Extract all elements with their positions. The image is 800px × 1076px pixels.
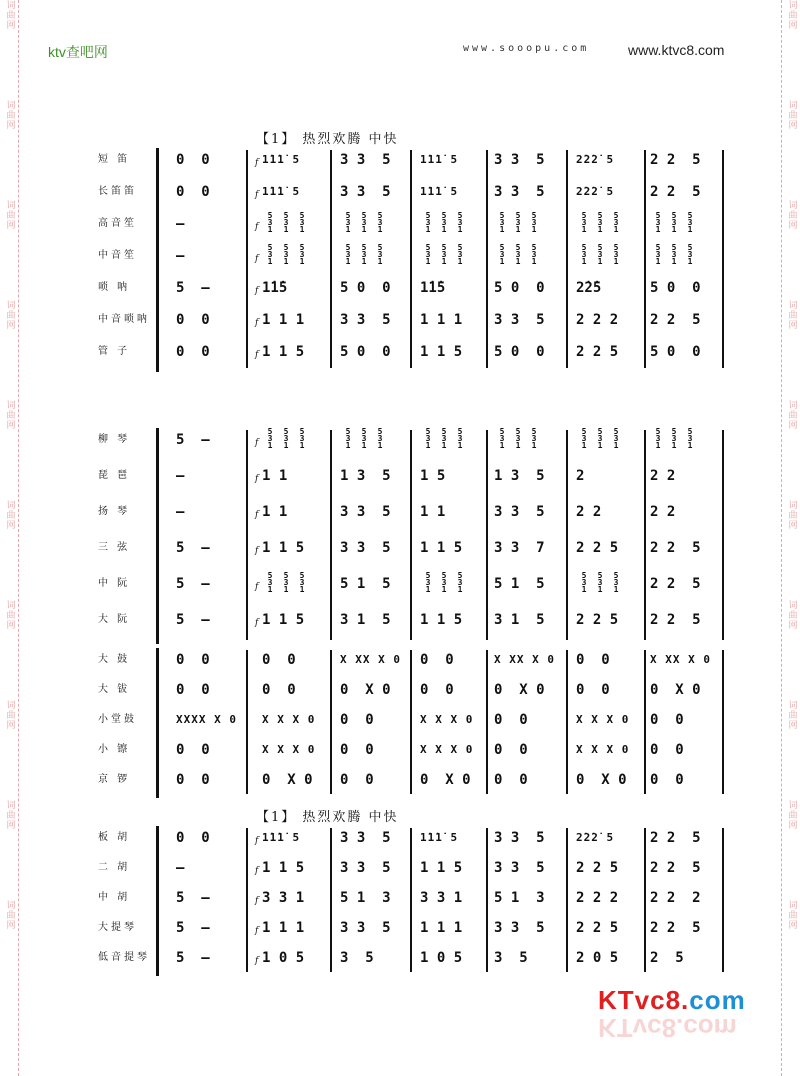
chord-stack: 5 3 1	[655, 243, 661, 266]
instrument-label: 琵 琶	[98, 470, 131, 481]
dynamic-marking: f	[255, 254, 259, 264]
chord-stack: 5 3 1	[283, 427, 289, 450]
measure: 1 1 1	[420, 920, 463, 936]
chord-stack: 5 3 1	[377, 243, 383, 266]
staff-row	[0, 308, 800, 332]
measure: —	[176, 860, 185, 876]
staff-row	[0, 180, 800, 204]
staff-row	[0, 244, 800, 268]
measure: 2 2 2	[576, 312, 619, 328]
chord-stack: 5 3 1	[613, 243, 619, 266]
chord-stack: 5 3 1	[345, 427, 351, 450]
chord-stack: 5 3 1	[283, 571, 289, 594]
measure: 3 3 5	[340, 312, 391, 328]
measure: 3 1 5	[340, 612, 391, 628]
instrument-label: 长笛笛	[98, 186, 137, 197]
measure: 1 3 5	[494, 468, 545, 484]
staff-row	[0, 648, 800, 672]
measure: 3 3 5	[340, 830, 391, 846]
measure	[576, 212, 636, 236]
chord-stack: 5 3 1	[377, 211, 383, 234]
dynamic-marking: f	[255, 926, 259, 936]
measure: 3 3 5	[340, 152, 391, 168]
staff-row	[0, 536, 800, 560]
dynamic-marking: f	[255, 474, 259, 484]
instrument-label: 二 胡	[98, 862, 131, 873]
measure: 3 3 5	[494, 312, 545, 328]
measure: 0 0	[340, 712, 374, 728]
measure: 2 2 5	[650, 860, 701, 876]
chord-stack: 5 3 1	[515, 243, 521, 266]
measure: 3 3 1	[420, 890, 463, 906]
chord-stack: 5 3 1	[581, 571, 587, 594]
instrument-label: 中 胡	[98, 892, 131, 903]
measure: 0 0	[262, 682, 296, 698]
chord-stack: 5 3 1	[267, 243, 273, 266]
measure: 0 0	[340, 772, 374, 788]
chord-stack: 5 3 1	[687, 243, 693, 266]
instrument-label: 管 子	[98, 346, 131, 357]
measure: 5 —	[176, 890, 210, 906]
chord-stack: 5 3 1	[671, 211, 677, 234]
measure: 2	[576, 468, 593, 484]
staff-row	[0, 500, 800, 524]
measure: 5 —	[176, 950, 210, 966]
dynamic-marking: f	[255, 350, 259, 360]
chord-stack: 5 3 1	[267, 571, 273, 594]
staff-row	[0, 464, 800, 488]
instrument-label: 柳 琴	[98, 434, 131, 445]
measure: 0 X 0	[650, 682, 701, 698]
measure	[576, 244, 636, 268]
measure: 0 0	[176, 652, 210, 668]
chord-stack: 5 3 1	[515, 427, 521, 450]
measure: 5 0 0	[340, 344, 391, 360]
measure: 1̇1̇1̇ 5	[420, 153, 459, 166]
measure: 5 0 0	[340, 280, 391, 296]
measure: 0 X 0	[262, 772, 313, 788]
dynamic-marking: f	[255, 318, 259, 328]
chord-stack: 5 3 1	[299, 243, 305, 266]
instrument-label: 板 胡	[98, 832, 131, 843]
measure: 5 1 3	[340, 890, 391, 906]
measure: 1̇1̇5	[262, 280, 288, 296]
measure: 1 1 1	[262, 920, 305, 936]
site-url-right[interactable]: www.ktvc8.com	[628, 42, 725, 58]
instrument-label: 扬 琴	[98, 506, 131, 517]
chord-stack: 5 3 1	[581, 211, 587, 234]
chord-stack: 5 3 1	[267, 211, 273, 234]
staff-row	[0, 276, 800, 300]
measure: 1 1 5	[262, 540, 305, 556]
measure: 0 0	[176, 742, 210, 758]
measure: 3 3 5	[340, 504, 391, 520]
chord-stack: 5 3 1	[687, 211, 693, 234]
measure	[420, 244, 480, 268]
measure: 1 1 1	[262, 312, 305, 328]
instrument-label: 小 镲	[98, 744, 131, 755]
chord-stack: 5 3 1	[441, 427, 447, 450]
instrument-label: 低音提琴	[98, 952, 150, 963]
chord-stack: 5 3 1	[267, 427, 273, 450]
chord-stack: 5 3 1	[441, 571, 447, 594]
dynamic-marking: f	[255, 286, 259, 296]
measure	[262, 212, 322, 236]
chord-stack: 5 3 1	[671, 427, 677, 450]
chord-stack: 5 3 1	[283, 211, 289, 234]
chord-stack: 5 3 1	[457, 427, 463, 450]
measure: X X X 0	[420, 713, 474, 726]
measure: 2 2 5	[576, 612, 619, 628]
instrument-label: 大提琴	[98, 922, 137, 933]
dynamic-marking: f	[255, 582, 259, 592]
measure: X X X 0	[262, 713, 316, 726]
measure	[576, 572, 636, 596]
measure: 3 1 5	[494, 612, 545, 628]
measure: 1̇1̇1̇ 5	[262, 831, 301, 844]
measure: 2 5	[650, 950, 684, 966]
measure: 2 2 5	[650, 312, 701, 328]
measure: X XX X 0	[494, 653, 555, 666]
measure: 1 1 1	[420, 312, 463, 328]
chord-stack: 5 3 1	[299, 571, 305, 594]
measure: 5 0 0	[650, 344, 701, 360]
measure: 1 1 5	[262, 860, 305, 876]
measure	[650, 244, 710, 268]
measure	[262, 244, 322, 268]
measure: 2 2 5	[650, 152, 701, 168]
measure: 1̇1̇1̇ 5	[420, 185, 459, 198]
chord-stack: 5 3 1	[345, 243, 351, 266]
chord-stack: 5 3 1	[441, 211, 447, 234]
dynamic-marking: f	[255, 438, 259, 448]
measure: 5 0 0	[650, 280, 701, 296]
chord-stack: 5 3 1	[597, 243, 603, 266]
instrument-label: 大 鼓	[98, 654, 131, 665]
chord-stack: 5 3 1	[531, 211, 537, 234]
instrument-label: 大 阮	[98, 614, 131, 625]
chord-stack: 5 3 1	[581, 243, 587, 266]
section-title-1: 【1】 热烈欢腾 中快	[256, 132, 399, 147]
staff-row	[0, 428, 800, 452]
staff-row	[0, 148, 800, 172]
measure: 5 —	[176, 432, 210, 448]
measure: 1 1 5	[420, 612, 463, 628]
instrument-label: 中音唢呐	[98, 314, 150, 325]
measure: 1 1	[420, 504, 454, 520]
measure: 0 0	[650, 712, 684, 728]
measure: 1 1	[262, 504, 296, 520]
staff-row	[0, 946, 800, 970]
dynamic-marking: f	[255, 866, 259, 876]
chord-stack: 5 3 1	[425, 427, 431, 450]
measure: X X X 0	[420, 743, 474, 756]
measure: 3 5	[494, 950, 528, 966]
measure: 0 0	[650, 742, 684, 758]
measure: 1̇1̇1̇ 5	[262, 185, 301, 198]
measure: 1 0 5	[262, 950, 305, 966]
chord-stack: 5 3 1	[687, 427, 693, 450]
measure: 5 —	[176, 576, 210, 592]
measure: 3 3 1	[262, 890, 305, 906]
staff-row	[0, 340, 800, 364]
measure: 3 3 5	[494, 504, 545, 520]
measure: 5 0 0	[494, 280, 545, 296]
measure: 1 1 5	[420, 860, 463, 876]
instrument-label: 短 笛	[98, 154, 131, 165]
measure: 3 3 5	[494, 830, 545, 846]
instrument-label: 京 锣	[98, 774, 131, 785]
measure: 1̇1̇1̇ 5	[420, 831, 459, 844]
chord-stack: 5 3 1	[299, 427, 305, 450]
dynamic-marking: f	[255, 618, 259, 628]
measure: 1 1 5	[262, 344, 305, 360]
measure: 0 0	[494, 742, 528, 758]
measure: 3 3 5	[494, 860, 545, 876]
chord-stack: 5 3 1	[283, 243, 289, 266]
measure: 0 0	[176, 344, 210, 360]
measure: 3 3 5	[340, 540, 391, 556]
measure: 2 2 5	[650, 920, 701, 936]
measure: —	[176, 504, 185, 520]
measure: 1 5	[420, 468, 454, 484]
measure: 5 1 5	[340, 576, 391, 592]
measure: 0 0	[576, 682, 610, 698]
chord-stack: 5 3 1	[361, 211, 367, 234]
measure	[420, 212, 480, 236]
measure: 3 3 7	[494, 540, 545, 556]
measure	[494, 212, 554, 236]
measure: 0 0	[420, 652, 454, 668]
chord-stack: 5 3 1	[425, 243, 431, 266]
right-margin-watermark: 词曲网 词曲网 词曲网 词曲网 词曲网 词曲网 词曲网 词曲网 词曲网 词曲网	[781, 0, 800, 1076]
measure: 2 2 2	[650, 890, 701, 906]
staff-row	[0, 708, 800, 732]
measure: X X X 0	[576, 713, 630, 726]
chord-stack: 5 3 1	[655, 211, 661, 234]
dynamic-marking: f	[255, 190, 259, 200]
measure	[262, 572, 322, 596]
measure: 2̇2̇5	[576, 280, 602, 296]
staff-row	[0, 856, 800, 880]
chord-stack: 5 3 1	[597, 211, 603, 234]
measure	[650, 428, 710, 452]
measure: 2 2 5	[650, 576, 701, 592]
chord-stack: 5 3 1	[361, 243, 367, 266]
measure: 3 5	[340, 950, 374, 966]
measure: 0 0	[262, 652, 296, 668]
instrument-label: 中 阮	[98, 578, 131, 589]
measure: 0 0	[420, 682, 454, 698]
measure: 5 1 3	[494, 890, 545, 906]
chord-stack: 5 3 1	[613, 211, 619, 234]
chord-stack: 5 3 1	[499, 427, 505, 450]
measure: 3 3 5	[340, 184, 391, 200]
measure	[420, 572, 480, 596]
chord-stack: 5 3 1	[499, 211, 505, 234]
staff-row	[0, 886, 800, 910]
measure: 2 2	[650, 504, 684, 520]
chord-stack: 5 3 1	[299, 211, 305, 234]
measure: 5 —	[176, 540, 210, 556]
measure	[340, 428, 400, 452]
measure	[494, 428, 554, 452]
chord-stack: 5 3 1	[345, 211, 351, 234]
measure: 0 0	[494, 712, 528, 728]
measure: 3 3 5	[340, 860, 391, 876]
staff-row	[0, 738, 800, 762]
measure	[494, 244, 554, 268]
measure: 2̇2̇2̇ 5	[576, 153, 615, 166]
measure: 2 2 2	[576, 890, 619, 906]
measure: 2 2 5	[576, 920, 619, 936]
chord-stack: 5 3 1	[499, 243, 505, 266]
staff-row	[0, 678, 800, 702]
dynamic-marking: f	[255, 836, 259, 846]
staff-row	[0, 212, 800, 236]
measure	[262, 428, 322, 452]
measure: 0 X 0	[576, 772, 627, 788]
measure: 0 X 0	[340, 682, 391, 698]
measure: 2 2 5	[576, 860, 619, 876]
chord-stack: 5 3 1	[377, 427, 383, 450]
measure: 1̇1̇5	[420, 280, 446, 296]
instrument-label: 三 弦	[98, 542, 131, 553]
measure: 0 0	[650, 772, 684, 788]
dynamic-marking: f	[255, 956, 259, 966]
instrument-label: 大 钹	[98, 684, 131, 695]
chord-stack: 5 3 1	[655, 427, 661, 450]
measure: 2 2 5	[576, 344, 619, 360]
measure: 0 0	[176, 152, 210, 168]
measure: 1 1 5	[262, 612, 305, 628]
measure: 1 1 5	[420, 540, 463, 556]
measure: 0 0	[176, 682, 210, 698]
staff-row	[0, 608, 800, 632]
measure: 0 0	[340, 742, 374, 758]
measure: 2̇2̇2̇ 5	[576, 831, 615, 844]
measure	[340, 212, 400, 236]
measure: X X X 0	[576, 743, 630, 756]
measure: 0 X 0	[494, 682, 545, 698]
chord-stack: 5 3 1	[597, 571, 603, 594]
ktvc8-logo-reflection: KTvc8.com	[598, 1013, 737, 1043]
chord-stack: 5 3 1	[515, 211, 521, 234]
chord-stack: 5 3 1	[671, 243, 677, 266]
measure: 2 2 5	[650, 612, 701, 628]
measure: 2 2	[650, 468, 684, 484]
measure: 5 —	[176, 612, 210, 628]
measure: 2 2 5	[650, 830, 701, 846]
dynamic-marking: f	[255, 510, 259, 520]
chord-stack: 5 3 1	[457, 571, 463, 594]
chord-stack: 5 3 1	[425, 211, 431, 234]
measure: 2̇2̇2̇ 5	[576, 185, 615, 198]
chord-stack: 5 3 1	[613, 427, 619, 450]
instrument-label: 小堂鼓	[98, 714, 137, 725]
left-margin-watermark: 词曲网 词曲网 词曲网 词曲网 词曲网 词曲网 词曲网 词曲网 词曲网 词曲网	[0, 0, 19, 1076]
chord-stack: 5 3 1	[457, 243, 463, 266]
measure: 5 —	[176, 920, 210, 936]
chord-stack: 5 3 1	[361, 427, 367, 450]
measure: 0 0	[176, 312, 210, 328]
measure: 1̇1̇1̇ 5	[262, 153, 301, 166]
measure: 1 3 5	[340, 468, 391, 484]
chord-stack: 5 3 1	[441, 243, 447, 266]
measure: 2 2 5	[650, 184, 701, 200]
measure: X XX X 0	[340, 653, 401, 666]
measure: 5 1 5	[494, 576, 545, 592]
ktvc8-logo: KTvc8.com	[598, 985, 746, 1015]
staff-row	[0, 826, 800, 850]
measure: 0 0	[576, 652, 610, 668]
measure: —	[176, 468, 185, 484]
instrument-label: 高音笙	[98, 218, 137, 229]
chord-stack: 5 3 1	[425, 571, 431, 594]
dynamic-marking: f	[255, 896, 259, 906]
chord-stack: 5 3 1	[581, 427, 587, 450]
measure: 5 0 0	[494, 344, 545, 360]
dynamic-marking: f	[255, 222, 259, 232]
staff-row	[0, 916, 800, 940]
staff-row	[0, 768, 800, 792]
dynamic-marking: f	[255, 158, 259, 168]
measure	[650, 212, 710, 236]
measure: 3 3 5	[340, 920, 391, 936]
measure	[340, 244, 400, 268]
measure: XXXX X 0	[176, 713, 237, 726]
chord-stack: 5 3 1	[457, 211, 463, 234]
measure	[420, 428, 480, 452]
measure: 1 1 5	[420, 344, 463, 360]
section-title-2: 【1】 热烈欢腾 中快	[256, 810, 399, 825]
dynamic-marking: f	[255, 546, 259, 556]
chord-stack: 5 3 1	[531, 427, 537, 450]
measure: 2 0 5	[576, 950, 619, 966]
measure: 0 X 0	[420, 772, 471, 788]
site-url-middle[interactable]: www.sooopu.com	[463, 43, 590, 54]
measure: 0 0	[176, 830, 210, 846]
measure: 0 0	[176, 772, 210, 788]
measure: 1 0 5	[420, 950, 463, 966]
measure: 3 3 5	[494, 152, 545, 168]
staff-row	[0, 572, 800, 596]
measure: 3 3 5	[494, 184, 545, 200]
measure: 2 2 5	[576, 540, 619, 556]
site-name-left[interactable]: ktv查吧网	[48, 44, 108, 60]
chord-stack: 5 3 1	[597, 427, 603, 450]
measure: 0 0	[494, 772, 528, 788]
measure: 2 2	[576, 504, 610, 520]
chord-stack: 5 3 1	[531, 243, 537, 266]
measure: X XX X 0	[650, 653, 711, 666]
measure: 1 1	[262, 468, 296, 484]
chord-stack: 5 3 1	[613, 571, 619, 594]
measure: —	[176, 216, 193, 232]
measure: 3 3 5	[494, 920, 545, 936]
measure: —	[176, 248, 193, 264]
measure: 5 —	[176, 280, 210, 296]
measure	[576, 428, 636, 452]
measure: 2 2 5	[650, 540, 701, 556]
measure: X X X 0	[262, 743, 316, 756]
measure: 0 0	[176, 184, 210, 200]
instrument-label: 中音笙	[98, 250, 137, 261]
instrument-label: 唢 呐	[98, 282, 131, 293]
